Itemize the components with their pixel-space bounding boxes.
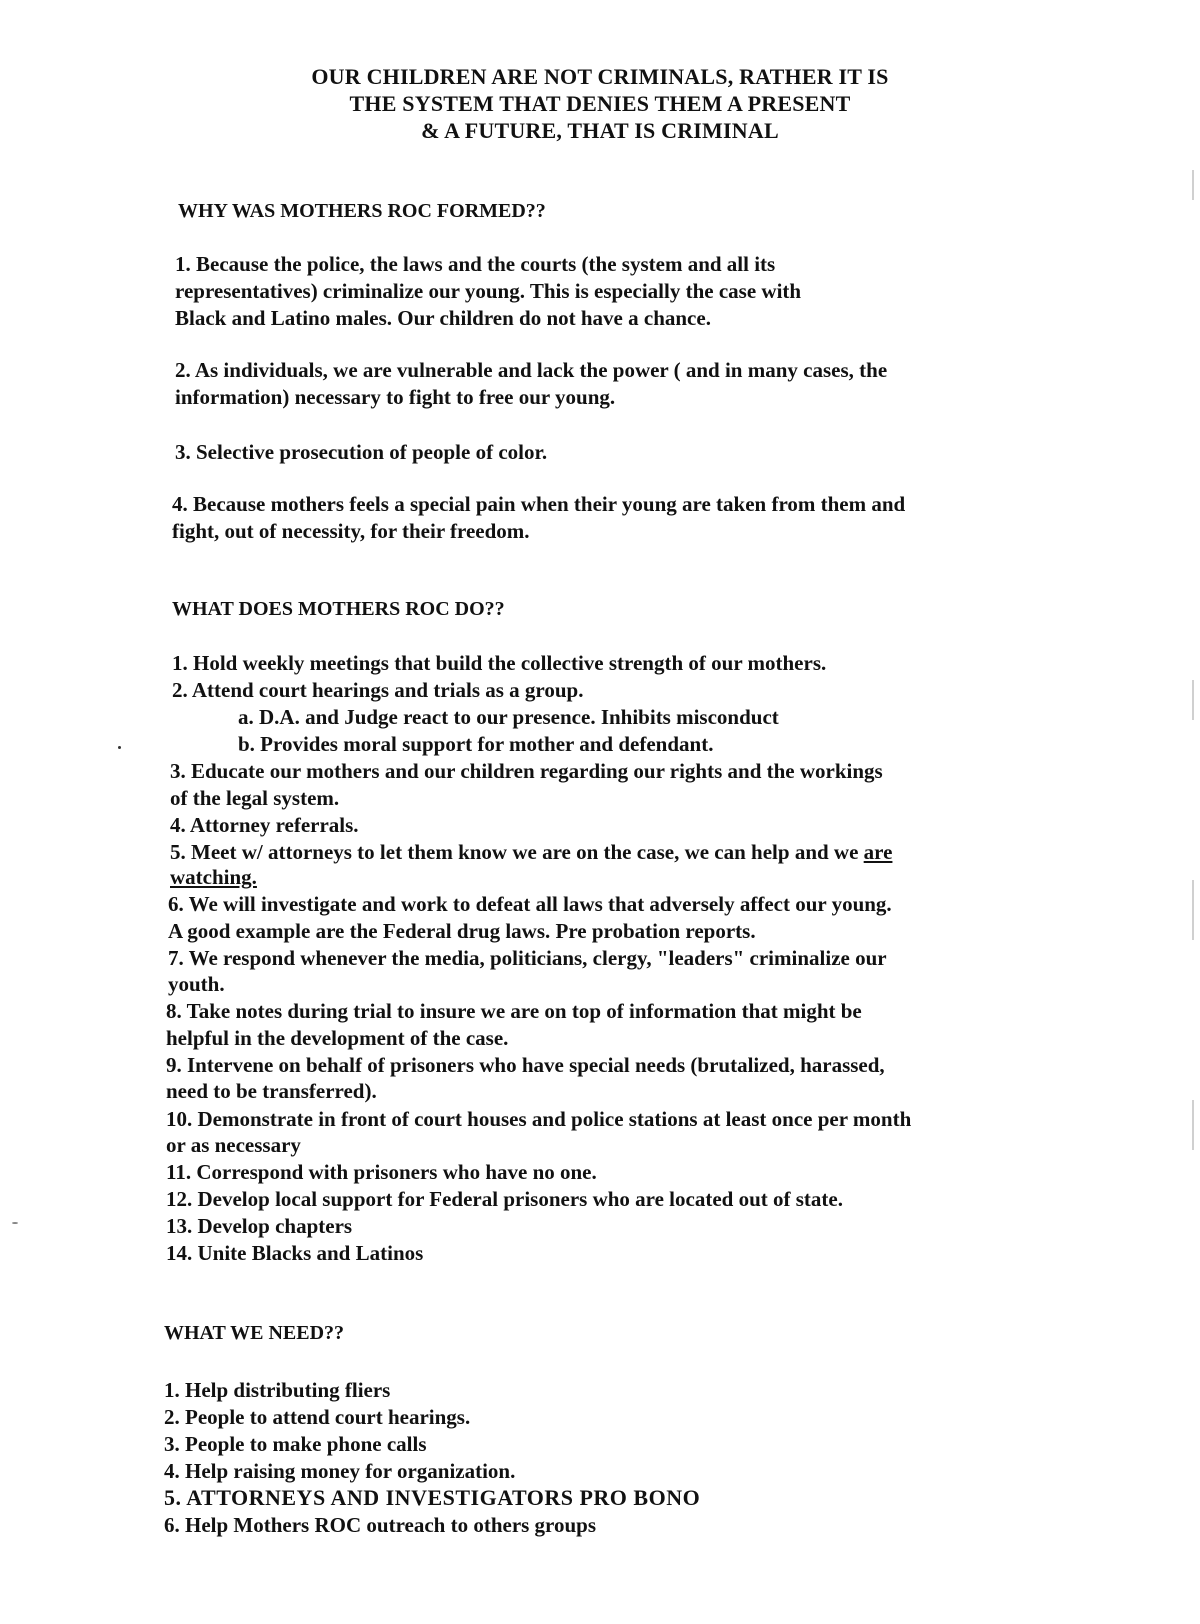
do-item-6-line-1: 6. We will investigate and work to defeat all laws that adversely affect our young. <box>168 892 892 916</box>
do-item-2: 2. Attend court hearings and trials as a group. <box>172 678 584 702</box>
section-heading-what-does: WHAT DOES MOTHERS ROC DO?? <box>172 598 505 620</box>
do-item-11: 11. Correspond with prisoners who have no one. <box>166 1160 597 1184</box>
do-item-9-line-2: need to be transferred). <box>166 1079 377 1103</box>
why-item-4-line-2: fight, out of necessity, for their freedom. <box>172 519 530 543</box>
section-heading-what-we-need: WHAT WE NEED?? <box>164 1322 345 1344</box>
need-item-5: 5. ATTORNEYS AND INVESTIGATORS PRO BONO <box>164 1485 701 1510</box>
do-item-5-underlined-are: are <box>863 840 893 864</box>
need-item-1: 1. Help distributing fliers <box>164 1378 391 1402</box>
title-line-2: THE SYSTEM THAT DENIES THEM A PRESENT <box>349 91 851 116</box>
do-item-10-line-2: or as necessary <box>166 1133 301 1157</box>
scan-speck <box>118 746 121 749</box>
do-item-3-line-2: of the legal system. <box>170 786 340 810</box>
do-item-5-underlined-watching: watching. <box>170 865 257 889</box>
do-item-4: 4. Attorney referrals. <box>170 813 359 837</box>
do-item-12: 12. Develop local support for Federal prisoners who are located out of state. <box>166 1187 843 1211</box>
scan-edge-mark <box>1192 880 1194 940</box>
need-item-2: 2. People to attend court hearings. <box>164 1405 471 1429</box>
do-item-1: 1. Hold weekly meetings that build the collective strength of our mothers. <box>172 651 827 675</box>
why-item-4-line-1: 4. Because mothers feels a special pain when their young are taken from them and <box>172 492 906 516</box>
need-item-4: 4. Help raising money for organization. <box>164 1459 516 1483</box>
do-item-10-line-1: 10. Demonstrate in front of court houses and police stations at least once per month <box>166 1107 912 1131</box>
do-item-8-line-1: 8. Take notes during trial to insure we are on top of information that might be <box>166 999 862 1023</box>
need-item-3: 3. People to make phone calls <box>164 1432 427 1456</box>
section-heading-why-formed: WHY WAS MOTHERS ROC FORMED?? <box>178 200 546 222</box>
why-item-1-line-3: Black and Latino males. Our children do not have a chance. <box>175 306 711 330</box>
why-item-2-line-1: 2. As individuals, we are vulnerable and lack the power ( and in many cases, the <box>175 358 888 382</box>
title-line-1: OUR CHILDREN ARE NOT CRIMINALS, RATHER IT IS <box>311 64 889 89</box>
do-item-3-line-1: 3. Educate our mothers and our children regarding our rights and the workings <box>170 759 883 783</box>
why-item-3-line-1: 3. Selective prosecution of people of color. <box>175 440 548 464</box>
do-item-5-text: 5. Meet w/ attorneys to let them know we are on the case, we can help and we <box>170 840 859 864</box>
do-item-14: 14. Unite Blacks and Latinos <box>166 1241 424 1265</box>
why-item-1-line-2: representatives) criminalize our young. This is especially the case with <box>175 279 802 303</box>
do-item-7-line-2: youth. <box>168 972 225 996</box>
do-item-8-line-2: helpful in the development of the case. <box>166 1026 509 1050</box>
why-item-2-line-2: information) necessary to fight to free our young. <box>175 385 616 409</box>
scan-edge-mark <box>1192 1100 1194 1150</box>
do-item-7-line-1: 7. We respond whenever the media, politicians, clergy, "leaders" criminalize our <box>168 946 887 970</box>
do-item-6-line-2: A good example are the Federal drug laws. Pre probation reports. <box>168 919 756 943</box>
scan-edge-mark <box>1192 680 1194 720</box>
do-item-2b: b. Provides moral support for mother and defendant. <box>238 732 714 756</box>
do-item-13: 13. Develop chapters <box>166 1214 353 1238</box>
scan-edge-mark <box>1192 170 1194 200</box>
scan-speck <box>12 1222 18 1224</box>
title-line-3: & A FUTURE, THAT IS CRIMINAL <box>421 118 779 143</box>
do-item-9-line-1: 9. Intervene on behalf of prisoners who have special needs (brutalized, harassed, <box>166 1053 885 1077</box>
do-item-2a: a. D.A. and Judge react to our presence. Inhibits misconduct <box>238 705 779 729</box>
need-item-6: 6. Help Mothers ROC outreach to others groups <box>164 1513 597 1537</box>
why-item-1-line-1: 1. Because the police, the laws and the courts (the system and all its <box>175 252 776 276</box>
do-item-5-line-1 <box>170 839 892 865</box>
